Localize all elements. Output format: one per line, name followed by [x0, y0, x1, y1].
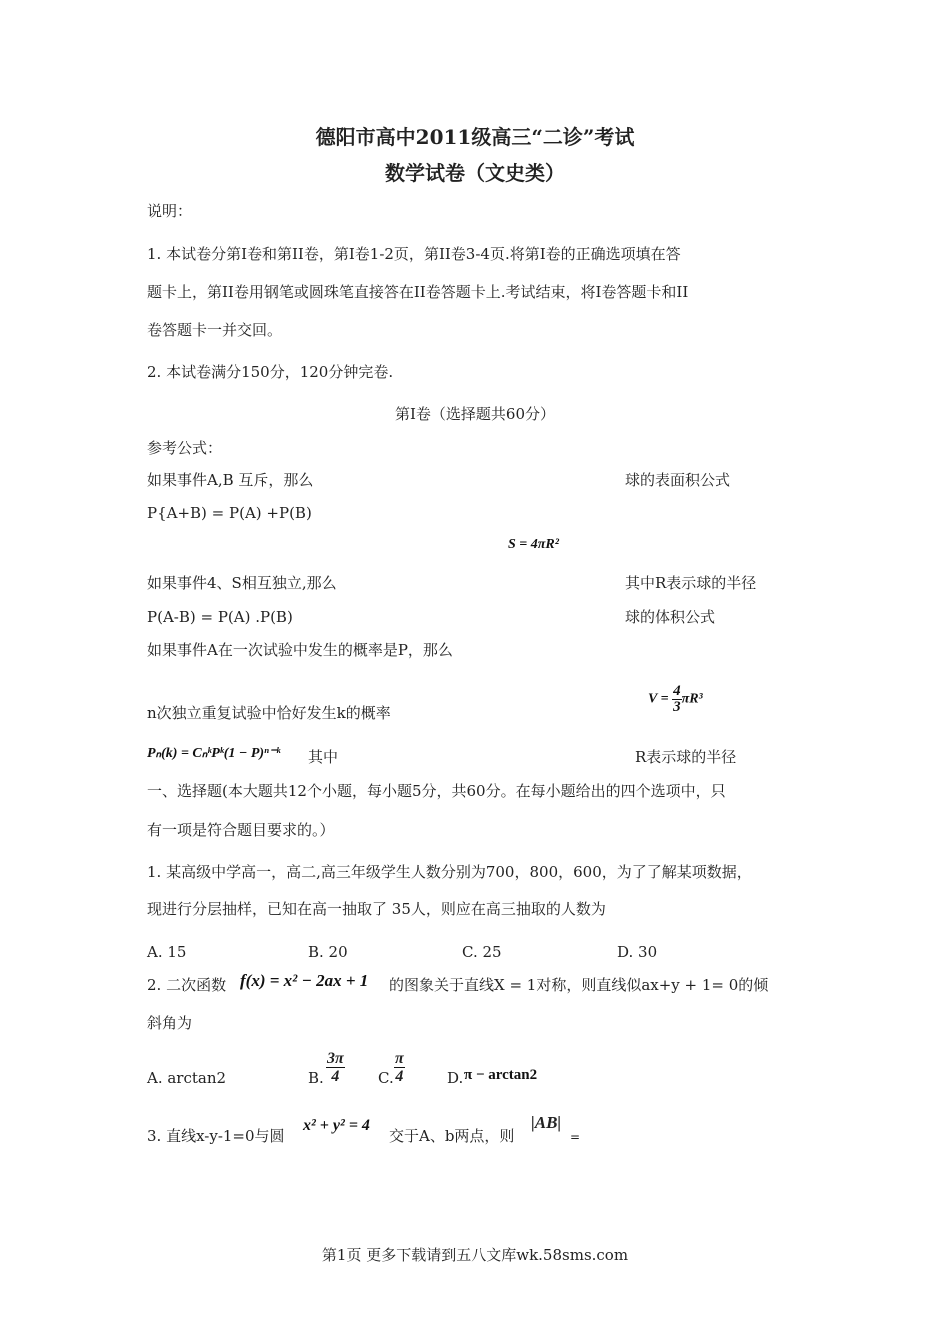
radius-note-1: 其中R表示球的半径: [625, 574, 757, 592]
q3-abs-ab: |AB|: [531, 1113, 562, 1132]
page-subtitle: 数学试卷（文史类）: [385, 161, 565, 185]
bernoulli-text: n次独立重复试验中恰好发生k的概率: [147, 704, 391, 722]
q2-c-den: 4: [395, 1068, 404, 1085]
q2-b-den: 4: [331, 1068, 340, 1085]
note-2: 2. 本试卷满分150分，120分钟完卷.: [147, 363, 394, 381]
q2-option-b-fraction: [326, 1050, 345, 1085]
q2-prefix: 2. 二次函数: [147, 976, 227, 994]
volume-lhs: V =: [648, 691, 673, 707]
q2-option-d-label: D.: [447, 1069, 464, 1087]
mutex-formula: P{A+B) = P(A) +P(B): [147, 504, 312, 522]
q2-rest: 的图象关于直线X = 1对称，则直线似ax+y + 1= 0的倾: [389, 976, 769, 994]
event-probability-text: 如果事件A在一次试验中发生的概率是P，那么: [147, 641, 453, 659]
q2-function: f(x) = x² − 2ax + 1: [240, 971, 369, 990]
q1-line-2: 现进行分层抽样，已知在高一抽取了 35人，则应在高三抽取的人数为: [147, 900, 606, 918]
q2-b-num: 3π: [327, 1050, 344, 1067]
q1-option-a: A. 15: [147, 943, 187, 961]
sphere-area-formula: S = 4πR²: [508, 537, 559, 552]
note-1-line-1: 1. 本试卷分第Ⅰ卷和第II卷，第Ⅰ卷1-2页，第II卷3-4页.将第Ⅰ卷的正确选项填在答: [147, 245, 681, 263]
notes-label: 说明：: [147, 202, 193, 220]
q1-line-1: 1. 某高级中学高一，高二,高三年级学生人数分别为700，800，600，为了了解某项数据，: [147, 863, 752, 881]
volume-fraction-num: 4: [673, 683, 681, 699]
q2-option-b-label: B.: [308, 1069, 324, 1087]
binomial-tail: 其中: [308, 748, 339, 766]
sphere-volume-formula: [648, 684, 703, 715]
q2-line-2: 斜角为: [147, 1014, 193, 1032]
page-title: 德阳市高中2011级高三“二诊”考试: [315, 125, 635, 149]
volume-fraction-den: 3: [673, 699, 681, 715]
q1-option-c: C. 25: [462, 943, 502, 961]
note-1-line-2: 题卡上，第II卷用钢笔或圆珠笔直接答在II卷答题卡上.考试结束，将Ⅰ卷答题卡和II: [147, 283, 689, 301]
q3-equals: =: [570, 1130, 581, 1144]
section-1-line-1: 一、选择题(本大题共12个小题，每小题5分，共60分。在每小题给出的四个选项中，只: [147, 782, 726, 800]
note-1-line-3: 卷答题卡一并交回。: [147, 321, 283, 339]
formulas-label: 参考公式：: [147, 439, 223, 457]
q3-prefix: 3. 直线x-y-1=0与圆: [147, 1127, 285, 1145]
mutex-text: 如果事件A,B 互斥，那么: [147, 471, 314, 489]
q2-option-a: A. arctan2: [147, 1069, 227, 1087]
volume-rhs: πR³: [681, 691, 703, 707]
independence-formula: P(A-B) = P(A) .P(B): [147, 608, 293, 626]
part-1-heading: 第Ⅰ卷（选择题共60分）: [394, 405, 555, 423]
q3-circle-equation: x² + y² = 4: [303, 1117, 370, 1134]
q1-option-b: B. 20: [308, 943, 348, 961]
volume-fraction: [672, 684, 682, 715]
sphere-volume-label: 球的体积公式: [625, 608, 716, 626]
independence-text: 如果事件4、S相互独立,那么: [147, 574, 337, 592]
q1-option-d: D. 30: [617, 943, 658, 961]
sphere-area-label: 球的表面积公式: [625, 471, 731, 489]
q2-option-c-label: C.: [378, 1069, 394, 1087]
binomial-formula: Pₙ(k) = CₙᵏPᵏ(1 − P)ⁿ⁻ᵏ: [147, 746, 281, 761]
page-footer: 第1页 更多下载请到五八文库wk.58sms.com: [321, 1246, 629, 1264]
q2-option-c-fraction: [394, 1050, 405, 1085]
q3-middle: 交于A、b两点，则: [389, 1127, 515, 1145]
radius-note-2: R表示球的半径: [635, 748, 737, 766]
section-1-line-2: 有一项是符合题目要求的。）: [147, 821, 335, 839]
q2-c-num: π: [395, 1050, 404, 1067]
q2-option-d-value: π − arctan2: [464, 1067, 538, 1083]
